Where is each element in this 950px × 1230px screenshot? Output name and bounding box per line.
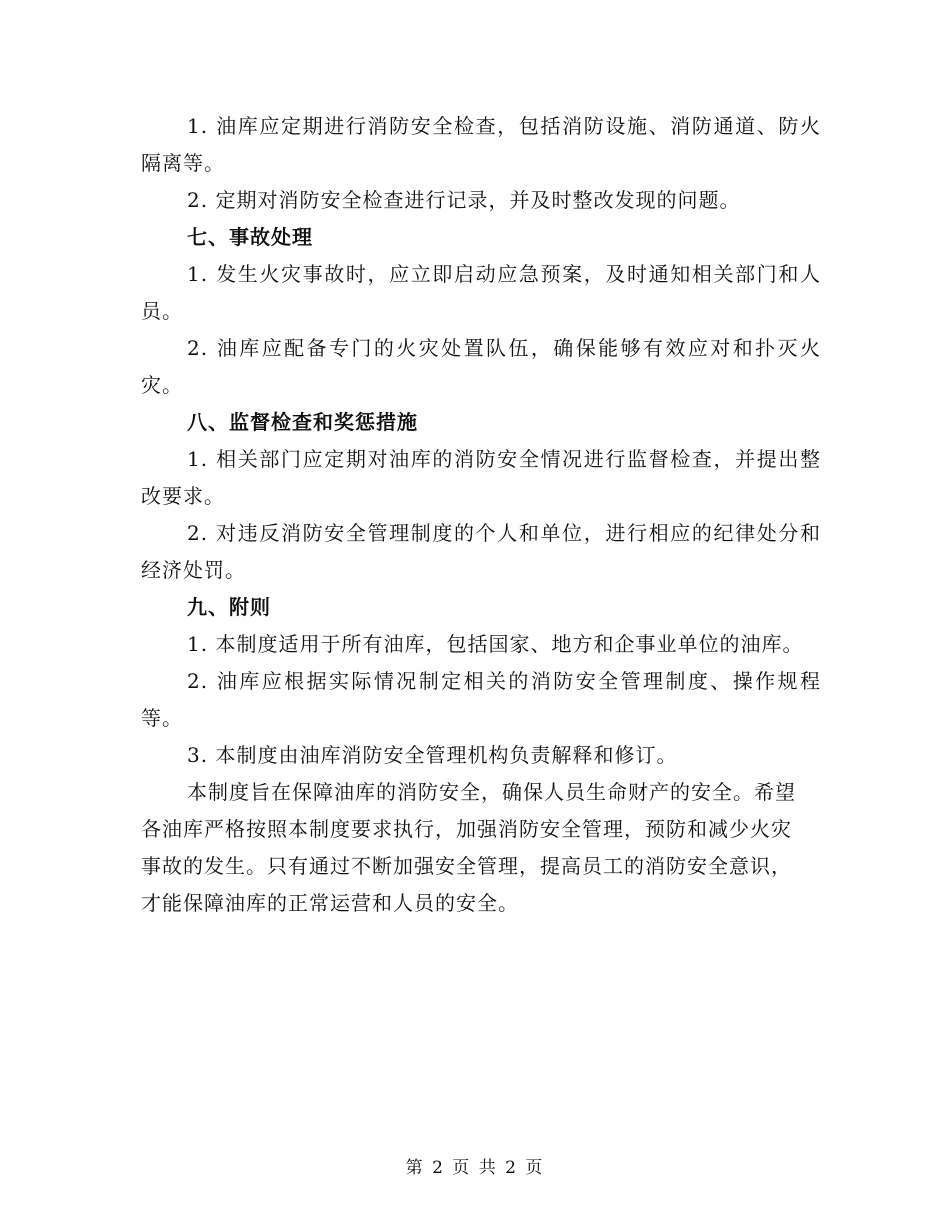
- section-heading-accident: 七、事故处理: [187, 225, 313, 249]
- section-heading-supervision: 八、监督检查和奖惩措施: [187, 410, 418, 434]
- appendix-item-2: 2. 油库应根据实际情况制定相关的消防安全管理制度、操作规程等。: [141, 669, 821, 730]
- accident-item-2: 2. 油库应配备专门的火灾处置队伍，确保能够有效应对和扑灭火灾。: [141, 336, 821, 397]
- document-body: [141, 108, 821, 922]
- inspection-item-1: 1. 油库应定期进行消防安全检查，包括消防设施、消防通道、防火隔离等。: [141, 114, 821, 175]
- closing-paragraph: 本制度旨在保障油库的消防安全，确保人员生命财产的安全。希望各油库严格按照本制度要求执行，加强消防安全管理，预防和减少火灾事故的发生。只有通过不断加强安全管理，提高员工的消防安全意识，才能保障油库的正常运营和人员的安全。: [141, 780, 796, 915]
- page-number-footer: 第 2 页 共 2 页: [405, 1158, 545, 1178]
- appendix-item-3: 3. 本制度由油库消防安全管理机构负责解释和修订。: [187, 743, 678, 767]
- supervision-item-2: 2. 对违反消防安全管理制度的个人和单位，进行相应的纪律处分和经济处罚。: [141, 521, 821, 582]
- inspection-item-2: 2. 定期对消防安全检查进行记录，并及时整改发现的问题。: [187, 188, 741, 212]
- appendix-item-1: 1. 本制度适用于所有油库，包括国家、地方和企事业单位的油库。: [187, 632, 804, 656]
- accident-item-1: 1. 发生火灾事故时，应立即启动应急预案，及时通知相关部门和人员。: [141, 262, 821, 323]
- supervision-item-1: 1. 相关部门应定期对油库的消防安全情况进行监督检查，并提出整改要求。: [141, 447, 821, 508]
- section-heading-appendix: 九、附则: [187, 595, 271, 619]
